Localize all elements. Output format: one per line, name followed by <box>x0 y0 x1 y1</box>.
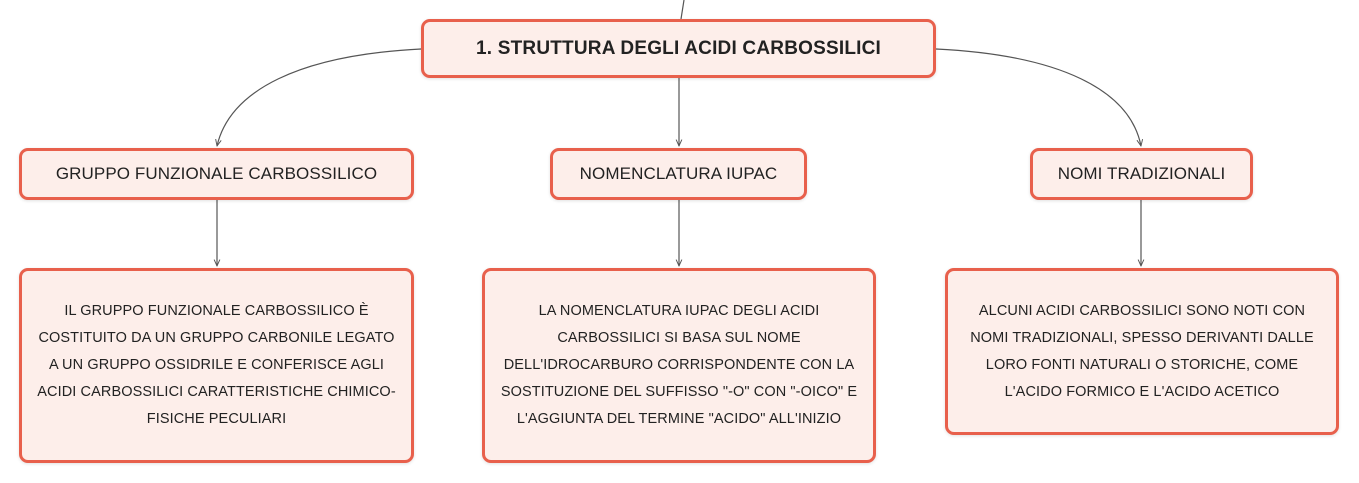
topic-label: NOMENCLATURA IUPAC <box>579 164 778 183</box>
detail-gruppo-funzionale[interactable] <box>19 268 414 463</box>
parent-connector <box>681 0 684 19</box>
detail-text: IL GRUPPO FUNZIONALE CARBOSSILICO È COSTITUITO DA UN GRUPPO CARBONILE LEGATO A UN GRUPPO OSSIDRILE E CONFERISCE AGLI ACIDI CARBOSSILICI CARATTERISTICHE CHIMICO-FISICHE PECULIARI <box>37 303 396 427</box>
detail-text: LA NOMENCLATURA IUPAC DEGLI ACIDI CARBOSSILICI SI BASA SUL NOME DELL'IDROCARBURO CORRISPONDENTE CON LA SOSTITUZIONE DEL SUFFISSO "-O" CON "-OICO" E L'AGGIUNTA DEL TERMINE "ACIDO" ALL'INIZIO <box>500 303 858 427</box>
detail-nomenclatura-iupac[interactable] <box>482 268 876 463</box>
topic-label: NOMI TRADIZIONALI <box>1057 164 1226 183</box>
connector-root-to-topic-1 <box>217 49 421 146</box>
detail-text: ALCUNI ACIDI CARBOSSILICI SONO NOTI CON NOMI TRADIZIONALI, SPESSO DERIVANTI DALLE LORO FONTI NATURALI O STORICHE, COME L'ACIDO FORMICO E L'ACIDO ACETICO <box>970 302 1314 400</box>
central-topic[interactable] <box>421 19 936 78</box>
topic-gruppo-funzionale[interactable] <box>19 148 414 200</box>
connector-root-to-topic-3 <box>936 49 1141 146</box>
central-topic-label: 1. STRUTTURA DEGLI ACIDI CARBOSSILICI <box>476 37 881 59</box>
topic-label: GRUPPO FUNZIONALE CARBOSSILICO <box>55 164 378 183</box>
detail-nomi-tradizionali[interactable] <box>945 268 1339 435</box>
topic-nomenclatura-iupac[interactable] <box>550 148 807 200</box>
topic-nomi-tradizionali[interactable] <box>1030 148 1253 200</box>
